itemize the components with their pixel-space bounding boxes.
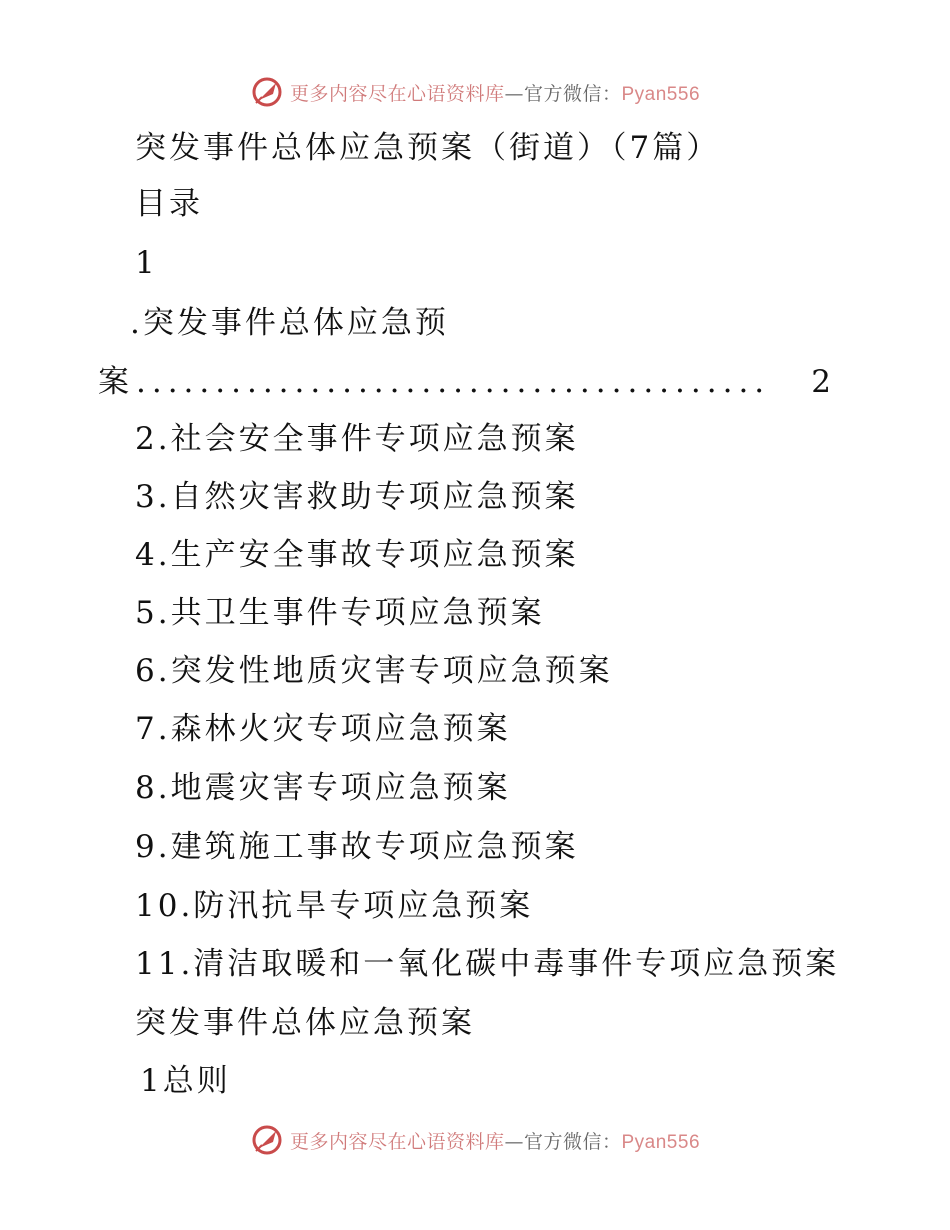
section-title: 突发事件总体应急预案	[135, 1005, 475, 1041]
watermark-footer	[0, 1120, 950, 1160]
watermark-label: 官方微信：	[523, 82, 622, 105]
watermark-main: 更多内容尽在心语资料库	[289, 82, 505, 105]
toc-heading: 目录	[135, 186, 203, 222]
toc-item: 7.森林火灾专项应急预案	[135, 711, 511, 747]
quill-circle-icon	[250, 75, 284, 109]
toc-item: 10.防汛抗旱专项应急预案	[135, 888, 534, 924]
toc-item-1-leader-line	[98, 362, 834, 402]
watermark-header	[0, 72, 950, 112]
toc-item-1-text: .突发事件总体应急预	[130, 305, 449, 341]
toc-item: 9.建筑施工事故专项应急预案	[135, 829, 579, 865]
section-heading: 1总则	[140, 1063, 231, 1099]
toc-item-1-number: 1	[135, 245, 158, 281]
watermark-id: Pyan556	[621, 83, 701, 105]
toc-item: 5.共卫生事件专项应急预案	[135, 595, 545, 631]
toc-item: 6.突发性地质灾害专项应急预案	[135, 653, 613, 689]
quill-circle-icon	[250, 1123, 284, 1157]
toc-item-1-page: 2	[811, 364, 834, 400]
toc-item: 11.清洁取暖和一氧化碳中毒事件专项应急预案	[135, 946, 840, 982]
watermark-separator: —	[504, 82, 524, 105]
watermark-separator: —	[504, 1130, 524, 1153]
toc-item: 4.生产安全事故专项应急预案	[135, 537, 579, 573]
watermark-main: 更多内容尽在心语资料库	[289, 1130, 505, 1153]
watermark-text	[290, 79, 700, 106]
toc-leader-dots: ........................................	[136, 364, 771, 400]
toc-item-1-tail: 案	[98, 364, 132, 400]
toc-item: 2.社会安全事件专项应急预案	[135, 421, 579, 457]
watermark-text	[290, 1127, 700, 1154]
toc-item: 3.自然灾害救助专项应急预案	[135, 479, 579, 515]
watermark-label: 官方微信：	[523, 1130, 622, 1153]
watermark-id: Pyan556	[621, 1131, 701, 1153]
toc-item: 8.地震灾害专项应急预案	[135, 770, 511, 806]
document-title: 突发事件总体应急预案（街道）（7篇）	[135, 130, 721, 166]
